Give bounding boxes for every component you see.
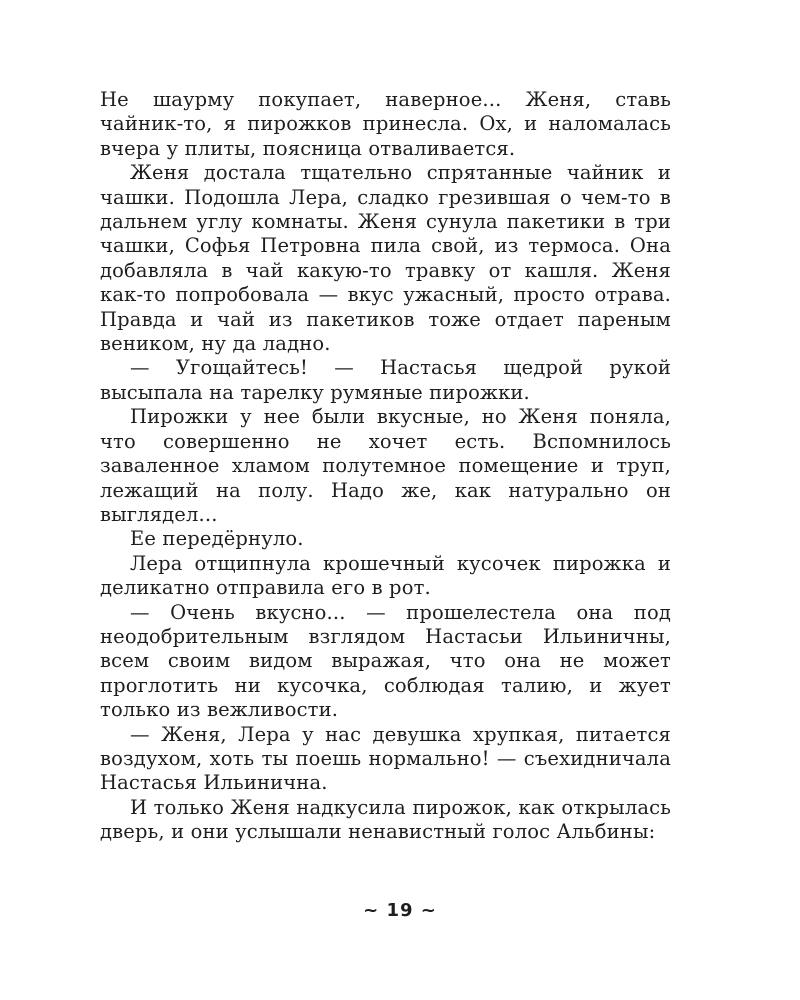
paragraph-6: Лера отщипнула крошечный кусочек пирожка и деликатно отправила его в рот. — [100, 551, 671, 600]
paragraph-1: Не шаурму покупает, наверное... Женя, ставь чайник-то, я пирожков принесла. Ох, и наломалась вчера у плиты, поясница отваливается. — [100, 88, 671, 160]
paragraph-2: Женя достала тщательно спрятанные чайник и чашки. Подошла Лера, сладко грезившая о чем-то в дальнем углу комнаты. Женя сунула пакетики в три чашки, Софья Петровна пила свой, из термоса. Она добавляла в чай какую-то травку от кашля. Женя как-то попробовала — вкус ужасный, просто отрава. Правда и чай из пакетиков тоже отдает пареным веником, ну да ладно. — [100, 161, 671, 356]
paragraph-5: Ее передёрнуло. — [130, 527, 304, 551]
page-number: ~ 19 ~ — [363, 900, 437, 921]
paragraph-4: Пирожки у нее были вкусные, но Женя поняла, что совершенно не хочет есть. Вспомнилось заваленное хламом полутемное помещение и труп, лежащий на полу. Надо же, как натурально он выглядел... — [100, 405, 671, 526]
paragraph-7: — Очень вкусно... — прошелестела она под неодобрительным взглядом Настасьи Ильиничны, всем своим видом выражая, что она не может проглотить ни кусочка, соблюдая талию, и жует только из вежливости. — [100, 600, 671, 722]
page-body — [100, 88, 671, 845]
paragraph-3: — Угощайтесь! — Настасья щедрой рукой высыпала на тарелку румяные пирожки. — [100, 356, 671, 404]
paragraph-8: — Женя, Лера у нас девушка хрупкая, питается воздухом, хоть ты поешь нормально! — съехидничала Настасья Ильинична. — [100, 722, 671, 795]
paragraph-9: И только Женя надкусила пирожок, как открылась дверь, и они услышали ненавистный голос Альбины: — [100, 795, 671, 844]
